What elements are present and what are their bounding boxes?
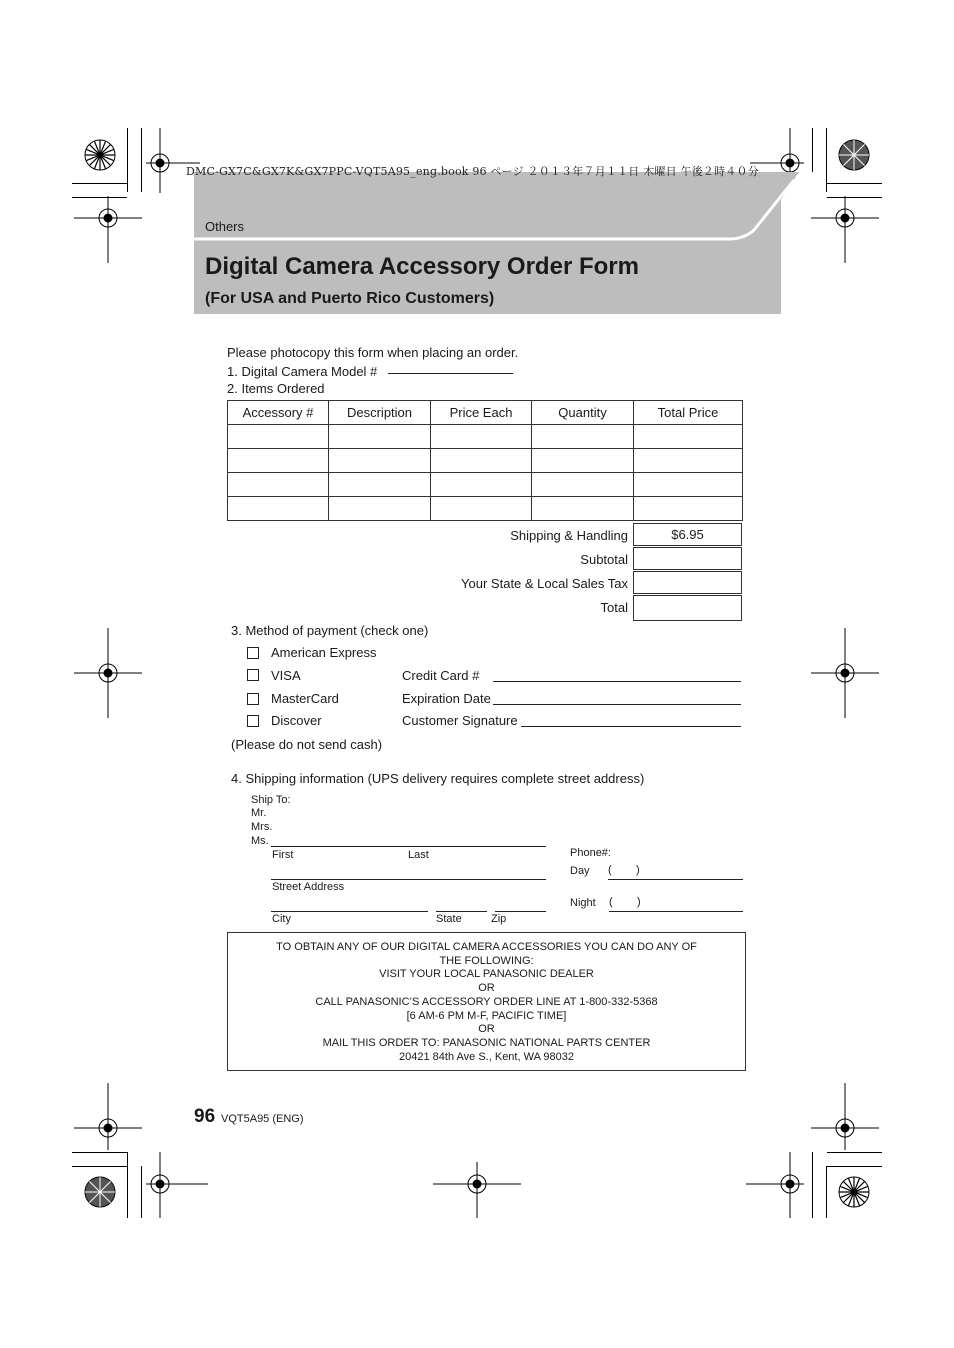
- night-paren-open: (: [609, 896, 613, 908]
- table-row: [228, 449, 743, 473]
- credit-card-field[interactable]: [493, 681, 741, 682]
- street-label: Street Address: [272, 881, 345, 893]
- table-cell[interactable]: [431, 473, 532, 497]
- total-label: Total: [600, 600, 628, 615]
- day-paren-open: (: [608, 864, 612, 876]
- shipping-handling-label: Shipping & Handling: [510, 528, 628, 543]
- state-label: State: [436, 913, 462, 925]
- payment-heading: 3. Method of payment (check one): [231, 623, 429, 638]
- option-discover: Discover: [271, 713, 322, 728]
- camera-model-field[interactable]: [388, 373, 513, 374]
- ship-to-label: Ship To:: [251, 794, 291, 806]
- table-cell[interactable]: [431, 449, 532, 473]
- title-mr: Mr.: [251, 807, 267, 819]
- table-cell[interactable]: [228, 497, 329, 521]
- table-cell[interactable]: [228, 449, 329, 473]
- credit-card-label: Credit Card #: [402, 668, 480, 683]
- expiration-label: Expiration Date: [402, 691, 491, 706]
- table-cell[interactable]: [634, 425, 743, 449]
- first-name-label: First: [272, 849, 294, 861]
- camera-model-label: 1. Digital Camera Model #: [227, 364, 378, 379]
- last-name-label: Last: [408, 849, 429, 861]
- signature-field[interactable]: [521, 726, 741, 727]
- no-cash-note: (Please do not send cash): [231, 737, 383, 752]
- table-cell[interactable]: [228, 425, 329, 449]
- notice-line: VISIT YOUR LOCAL PANASONIC DEALER: [379, 968, 594, 981]
- doc-code: VQT5A95 (ENG): [221, 1113, 304, 1125]
- name-field[interactable]: [271, 846, 546, 847]
- col-quantity: Quantity: [532, 401, 634, 425]
- col-total-price: Total Price: [634, 401, 743, 425]
- option-american-express: American Express: [271, 645, 377, 660]
- shipping-heading: 4. Shipping information (UPS delivery requires complete street address): [231, 771, 645, 786]
- sales-tax-label: Your State & Local Sales Tax: [461, 576, 628, 591]
- intro-text: Please photocopy this form when placing an order.: [227, 345, 519, 360]
- notice-line: 20421 84th Ave S., Kent, WA 98032: [399, 1050, 574, 1063]
- subtotal-field[interactable]: [633, 547, 742, 570]
- zip-label: Zip: [491, 913, 507, 925]
- title-ms: Ms.: [251, 835, 269, 847]
- table-cell[interactable]: [532, 497, 634, 521]
- col-price-each: Price Each: [431, 401, 532, 425]
- table-row: [228, 497, 743, 521]
- table-row: [228, 425, 743, 449]
- subtotal-label: Subtotal: [580, 552, 628, 567]
- table-cell[interactable]: [329, 425, 431, 449]
- state-field[interactable]: [436, 911, 487, 912]
- items-table: [227, 400, 743, 521]
- checkbox-mastercard[interactable]: [247, 693, 259, 705]
- notice-line: THE FOLLOWING:: [439, 954, 534, 967]
- col-accessory: Accessory #: [228, 401, 329, 425]
- phone-label: Phone#:: [570, 847, 611, 859]
- night-paren-close: ): [637, 896, 641, 908]
- table-row: [228, 473, 743, 497]
- items-ordered-label: 2. Items Ordered: [227, 381, 325, 396]
- page-title: Digital Camera Accessory Order Form: [205, 253, 639, 280]
- col-description: Description: [329, 401, 431, 425]
- zip-field[interactable]: [495, 911, 546, 912]
- table-cell[interactable]: [532, 473, 634, 497]
- page-subtitle: (For USA and Puerto Rico Customers): [205, 290, 495, 307]
- ordering-info-box: [227, 932, 746, 1071]
- city-field[interactable]: [271, 911, 428, 912]
- table-cell[interactable]: [532, 425, 634, 449]
- expiration-field[interactable]: [493, 704, 741, 705]
- day-phone-field[interactable]: [608, 879, 743, 880]
- table-cell[interactable]: [431, 425, 532, 449]
- street-field[interactable]: [271, 879, 546, 880]
- notice-line: CALL PANASONIC’S ACCESSORY ORDER LINE AT 1-800-332-5368: [315, 995, 658, 1008]
- night-label: Night: [570, 897, 596, 909]
- notice-line: [6 AM-6 PM M-F, PACIFIC TIME]: [406, 1009, 567, 1022]
- total-field[interactable]: [633, 595, 742, 621]
- signature-label: Customer Signature: [402, 713, 518, 728]
- table-cell[interactable]: [634, 497, 743, 521]
- option-mastercard: MasterCard: [271, 691, 339, 706]
- print-header: DMC-GX7C&GX7K&GX7PPC-VQT5A95_eng.book 96 ページ ２０１３年７月１１日 木曜日 午後２時４０分: [186, 165, 759, 178]
- city-label: City: [272, 913, 291, 925]
- page-number: 96: [194, 1106, 216, 1127]
- notice-line: MAIL THIS ORDER TO: PANASONIC NATIONAL PARTS CENTER: [322, 1036, 651, 1049]
- notice-line: OR: [478, 1023, 495, 1036]
- table-cell[interactable]: [634, 449, 743, 473]
- table-cell[interactable]: [329, 473, 431, 497]
- checkbox-visa[interactable]: [247, 669, 259, 681]
- night-phone-field[interactable]: [609, 911, 743, 912]
- table-cell[interactable]: [634, 473, 743, 497]
- table-cell[interactable]: [228, 473, 329, 497]
- notice-line: TO OBTAIN ANY OF OUR DIGITAL CAMERA ACCESSORIES YOU CAN DO ANY OF: [276, 941, 697, 953]
- option-visa: VISA: [271, 668, 301, 683]
- checkbox-american-express[interactable]: [247, 647, 259, 659]
- day-label: Day: [570, 865, 590, 877]
- checkbox-discover[interactable]: [247, 715, 259, 727]
- shipping-handling-value: $6.95: [633, 523, 742, 546]
- section-tab: Others: [205, 219, 245, 234]
- table-cell[interactable]: [329, 449, 431, 473]
- notice-line: OR: [478, 982, 495, 995]
- title-mrs: Mrs.: [251, 821, 273, 833]
- sales-tax-field[interactable]: [633, 571, 742, 594]
- day-paren-close: ): [636, 864, 640, 876]
- table-cell[interactable]: [329, 497, 431, 521]
- table-cell[interactable]: [532, 449, 634, 473]
- table-header-row: [228, 401, 743, 425]
- table-cell[interactable]: [431, 497, 532, 521]
